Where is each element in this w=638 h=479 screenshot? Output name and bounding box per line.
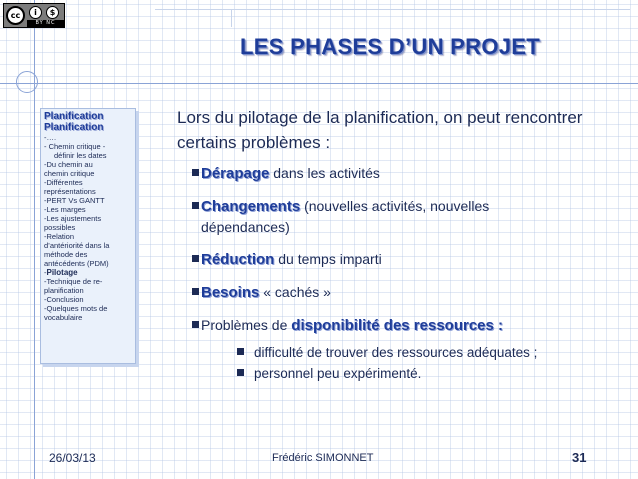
sidebar-current-prefix: -	[44, 268, 47, 277]
bullet-text: dans les activités	[269, 165, 380, 181]
slide-body	[170, 105, 630, 384]
slide-title: LES PHASES D’UN PROJET	[240, 34, 540, 59]
square-bullet-icon	[192, 288, 199, 295]
license-strip: BY NC	[27, 20, 64, 27]
sidebar-item: -Conclusion	[44, 295, 84, 304]
footer-date: 26/03/13	[49, 451, 96, 465]
bullet-item	[170, 163, 630, 184]
outline-sidebar	[40, 108, 136, 364]
bullet-item	[170, 249, 630, 270]
sidebar-heading: Planification	[44, 122, 104, 133]
sidebar-item: définir les dates	[54, 151, 107, 160]
sidebar-item: -….	[44, 133, 57, 142]
sidebar-item: planification	[44, 286, 84, 295]
margin-vertical-line	[34, 0, 35, 479]
margin-circle-decoration	[16, 71, 38, 93]
bullet-keyword: disponibilité des ressources :	[291, 317, 504, 334]
page-number: 31	[572, 450, 587, 465]
bullet-keyword: Dérapage	[201, 165, 270, 182]
bullet-prefix: Problèmes de	[201, 317, 292, 333]
sidebar-item: chemin critique	[44, 169, 95, 178]
footer-author: Frédéric SIMONNET	[272, 452, 374, 464]
sidebar-item: -Relation	[44, 232, 75, 241]
by-attribution-icon: i	[29, 6, 42, 19]
non-commercial-icon: $	[46, 6, 59, 19]
sidebar-item: représentations	[44, 187, 96, 196]
sidebar-item: -Les ajustements	[44, 214, 102, 223]
sub-bullet-text: difficulté de trouver des ressources adéquates ;	[254, 345, 538, 360]
sidebar-item: - Chemin critique -	[44, 142, 106, 151]
square-bullet-icon	[192, 255, 199, 262]
sidebar-item: possibles	[44, 223, 76, 232]
square-bullet-icon	[192, 202, 199, 209]
sidebar-item: vocabulaire	[44, 313, 83, 322]
top-rule-tick	[231, 9, 232, 27]
sidebar-item: -Les marges	[44, 205, 86, 214]
square-bullet-icon	[192, 321, 199, 328]
bullet-text: « cachés »	[259, 284, 331, 300]
creative-commons-badge	[3, 3, 65, 28]
bullet-item	[170, 315, 630, 336]
sidebar-item: antécédents (PDM)	[44, 259, 109, 268]
sidebar-item: méthode des	[44, 250, 88, 259]
sub-bullet-text: personnel peu expérimenté.	[254, 366, 422, 381]
sidebar-item: -Différentes	[44, 178, 83, 187]
bullet-keyword: Changements	[201, 198, 301, 215]
cc-icon: cc	[6, 6, 25, 25]
margin-horizontal-line	[0, 83, 638, 84]
square-bullet-icon	[192, 169, 199, 176]
square-bullet-icon	[237, 369, 244, 376]
bullet-item	[170, 282, 630, 303]
sidebar-item: -Quelques mots de	[44, 304, 108, 313]
bullet-text: (nouvelles activités, nouvelles	[300, 198, 490, 214]
sidebar-item: -Du chemin au	[44, 160, 93, 169]
sidebar-heading: Planification	[44, 111, 104, 122]
sub-bullet-item	[170, 342, 630, 363]
sidebar-current-item	[44, 268, 132, 277]
square-bullet-icon	[237, 348, 244, 355]
sidebar-current-label: Pilotage	[46, 268, 78, 277]
sidebar-item: d’antériorité dans la	[44, 241, 110, 250]
sidebar-item: -Technique de re-	[44, 277, 103, 286]
intro-text: Lors du pilotage de la planification, on peut rencontrer certains problèmes :	[177, 108, 583, 152]
bullet-keyword: Besoins	[201, 284, 260, 301]
bullet-text: du temps imparti	[274, 251, 382, 267]
bullet-continuation: dépendances)	[201, 219, 290, 235]
sub-bullet-item	[170, 363, 630, 384]
top-rule	[155, 9, 630, 10]
bullet-keyword: Réduction	[201, 251, 275, 268]
bullet-item	[170, 196, 630, 237]
sidebar-item: -PERT Vs GANTT	[44, 196, 105, 205]
